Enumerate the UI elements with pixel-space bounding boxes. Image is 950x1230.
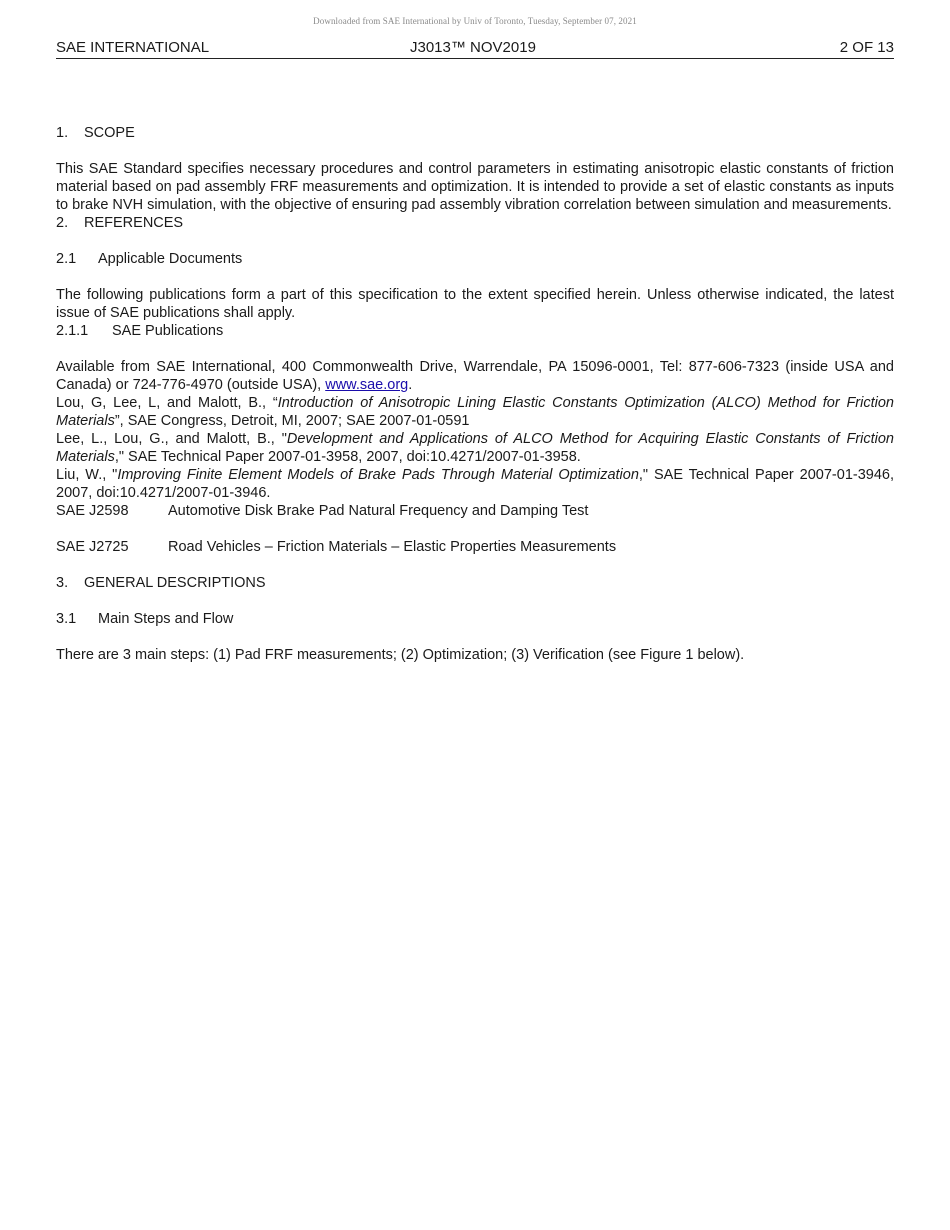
citation-3 (56, 466, 894, 502)
section-number: 3. (56, 575, 69, 591)
standard-title: Road Vehicles – Friction Materials – Elastic Properties Measurements (168, 539, 617, 555)
section-number: 2. (56, 215, 69, 231)
section-heading-scope (56, 124, 894, 142)
citation-2 (56, 430, 894, 466)
citation-title: Development and Applications of ALCO Method for Acquiring Elastic Constants of Friction Materials (56, 431, 894, 465)
availability-period: . (408, 377, 413, 393)
standard-row-j2725 (56, 538, 894, 556)
section-title: REFERENCES (84, 215, 184, 231)
subsection-heading-main-steps (56, 610, 894, 628)
page-header (56, 38, 894, 59)
sae-website-link[interactable]: www.sae.org (325, 377, 409, 393)
scope-paragraph: This SAE Standard specifies necessary procedures and control parameters in estimating anisotropic elastic constants of friction material based on pad assembly FRF measurements and optimization. It is intended to provide a set of elastic constants as inputs to brake NVH simulation, with the objective of ensuring pad assembly vibration correlation between simulation and measurements. (56, 161, 894, 213)
subsection-heading-applicable-documents (56, 250, 894, 268)
section-title: Main Steps and Flow (98, 611, 234, 627)
citation-title: Improving Finite Element Models of Brake Pads Through Material Optimization (117, 467, 639, 483)
section-title: SCOPE (84, 125, 135, 141)
document-body (56, 124, 894, 664)
section-heading-references (56, 214, 894, 232)
subsection-heading-sae-publications (56, 322, 894, 340)
citation-prefix: Lee, L., Lou, G., and Malott, B., " (56, 431, 287, 447)
section-title: GENERAL DESCRIPTIONS (84, 575, 266, 591)
main-steps-paragraph: There are 3 main steps: (1) Pad FRF measurements; (2) Optimization; (3) Verification (see Figure 1 below). (56, 647, 745, 663)
citation-suffix: ," SAE Technical Paper 2007-01-3946, 2007, doi:10.4271/2007-01-3946. (56, 467, 895, 501)
header-publisher: SAE INTERNATIONAL (56, 39, 210, 56)
section-heading-general-descriptions (56, 574, 894, 592)
standard-code: SAE J2725 (56, 539, 129, 555)
section-number: 3.1 (56, 611, 77, 627)
standard-title: Automotive Disk Brake Pad Natural Frequency and Damping Test (168, 503, 589, 519)
citation-title: Introduction of Anisotropic Lining Elastic Constants Optimization (ALCO) Method for Friction Materials (56, 395, 894, 429)
section-number: 2.1 (56, 251, 77, 267)
section-number: 2.1.1 (56, 323, 89, 339)
availability-text: Available from SAE International, 400 Commonwealth Drive, Warrendale, PA 15096-0001, Tel: 877-606-7323 (inside USA and Canada) or 724-776-4970 (outside USA), (56, 359, 894, 393)
standard-row-j2598 (56, 502, 894, 520)
section-title: SAE Publications (112, 323, 224, 339)
applicable-documents-paragraph: The following publications form a part of this specification to the extent specified herein. Unless otherwise indicated, the latest issue of SAE publications shall apply. (56, 287, 894, 321)
citation-suffix: ," SAE Technical Paper 2007-01-3958, 2007, doi:10.4271/2007-01-3958. (114, 449, 581, 465)
download-watermark: Downloaded from SAE International by Univ of Toronto, Tuesday, September 07, 2021 (313, 16, 637, 26)
availability-paragraph (56, 358, 894, 394)
citation-1 (56, 394, 894, 430)
standard-code: SAE J2598 (56, 503, 129, 519)
citation-prefix: Lou, G, Lee, L, and Malott, B., “ (56, 395, 278, 411)
section-number: 1. (56, 125, 69, 141)
citation-suffix: ”, SAE Congress, Detroit, MI, 2007; SAE 2007-01-0591 (114, 413, 470, 429)
header-document-id: J3013™ NOV2019 (410, 39, 536, 56)
header-page-number: 2 OF 13 (839, 39, 894, 56)
section-title: Applicable Documents (98, 251, 243, 267)
citation-prefix: Liu, W., " (56, 467, 118, 483)
